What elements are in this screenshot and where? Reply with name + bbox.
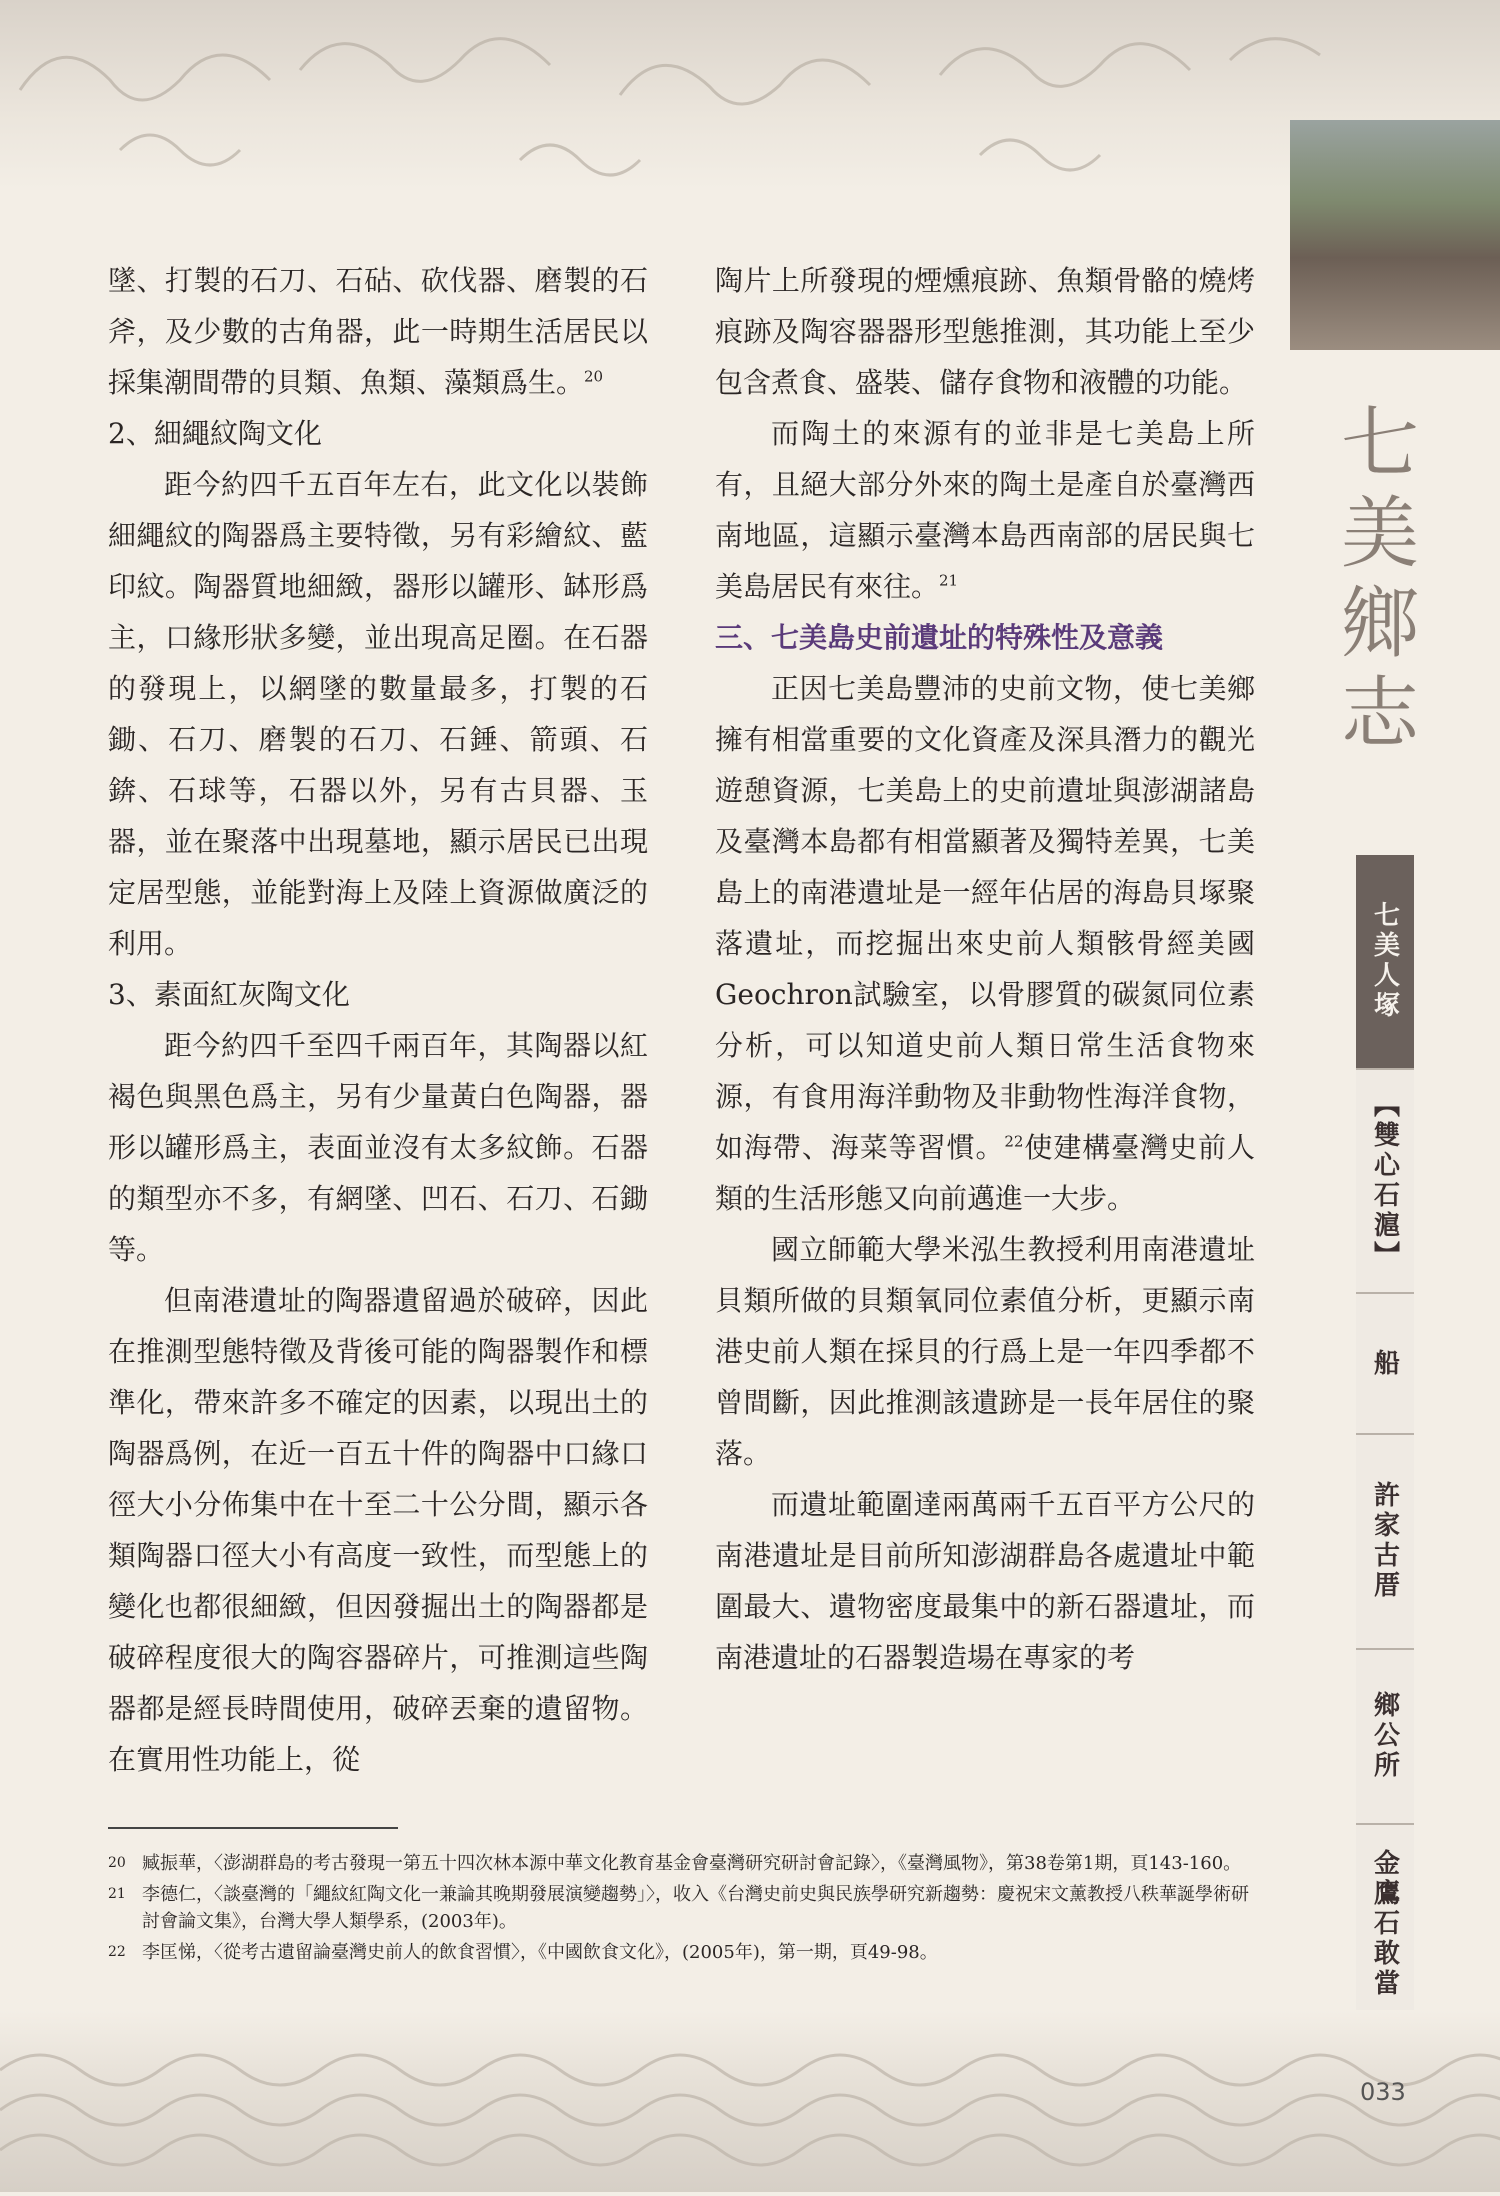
- page-number: 033: [1360, 2078, 1406, 2106]
- footnote-number: 21: [108, 1886, 126, 1902]
- bottom-wave-decoration: [0, 2010, 1500, 2192]
- paragraph: 陶片上所發現的煙燻痕跡、魚類骨骼的燒烤痕跡及陶容器器形型態推測，其功能上至少包含煮食、盛裝、儲存食物和液體的功能。: [715, 264, 1255, 399]
- paragraph: 而遺址範圍達兩萬兩千五百平方公尺的南港遺址是目前所知澎湖群島各處遺址中範圍最大、遺物密度最集中的新石器遺址，而南港遺址的石器製造場在專家的考: [715, 1488, 1255, 1674]
- footnote-number: 20: [108, 1855, 126, 1871]
- paragraph: 而陶土的來源有的並非是七美島上所有，且絕大部分外來的陶土是產自於臺灣西南地區，這顯示臺灣本島西南部的居民與七美島居民有來往。$^{21}$: [715, 417, 1255, 603]
- brand-calligraphy: [1325, 390, 1435, 770]
- brand-char-4: 志: [1340, 669, 1420, 759]
- paragraph: 國立師範大學米泓生教授利用南港遺址貝類所做的貝類氧同位素值分析，更顯示南港史前人類在採貝的行爲上是一年四季都不曾間斷，因此推測該遺跡是一長年居住的聚落。: [715, 1233, 1255, 1470]
- footnote-text: 李德仁，〈談臺灣的「繩紋紅陶文化一兼論其晚期發展演變趨勢」〉，收入《台灣史前史與民族學研究新趨勢：慶祝宋文薰教授八秩華誕學術研討會論文集》，台灣大學人類學系，(2003年)。: [142, 1884, 1249, 1932]
- side-tab-3[interactable]: [1356, 1294, 1414, 1435]
- side-tab-4[interactable]: [1356, 1435, 1414, 1650]
- footnote-ref[interactable]: 21: [939, 571, 959, 590]
- left-column: [108, 255, 648, 1785]
- side-tab-label: 鄉公所: [1369, 1691, 1400, 1782]
- paragraph: 但南港遺址的陶器遺留過於破碎，因此在推測型態特徵及背後可能的陶器製作和標準化，帶來許多不確定的因素，以現出土的陶器爲例，在近一百五十件的陶器中口緣口徑大小分佈集中在十至二十公分間，顯示各類陶器口徑大小有高度一致性，而型態上的變化也都很細緻，但因發掘出土的陶器都是破碎程度很大的陶容器碎片，可推測這些陶器都是經長時間使用，破碎丟棄的遺留物。在實用性功能上，從: [108, 1284, 648, 1776]
- paragraph: 距今約四千至四千兩百年，其陶器以紅褐色與黑色爲主，另有少量黃白色陶器，器形以罐形爲主，表面並沒有太多紋飾。石器的類型亦不多，有網墜、凹石、石刀、石鋤等。: [108, 1029, 648, 1266]
- footnote-divider: [108, 1827, 398, 1829]
- brand-char-3: 鄉: [1340, 579, 1420, 669]
- side-tab-6[interactable]: [1356, 1825, 1414, 2025]
- cloud-pattern-icon: [0, 0, 1500, 190]
- side-tab-2[interactable]: [1356, 1070, 1414, 1295]
- stone-wall-photo: [1290, 120, 1500, 350]
- brand-char-1: 七: [1340, 399, 1420, 489]
- side-navigation: [1356, 855, 1414, 2025]
- section-heading: 2、細繩紋陶文化: [108, 417, 322, 450]
- side-tab-5[interactable]: [1356, 1650, 1414, 1825]
- footnote-item: [108, 1939, 1258, 1966]
- side-tab-label: 船: [1369, 1348, 1400, 1379]
- section-heading: 3、素面紅灰陶文化: [108, 978, 350, 1011]
- side-tab-label: 【雙心石滬】: [1369, 1091, 1400, 1272]
- wave-pattern-icon: [0, 2010, 1500, 2192]
- side-tab-1[interactable]: [1356, 855, 1414, 1070]
- footnote-item: [108, 1881, 1258, 1935]
- right-column: [715, 255, 1255, 1683]
- footnotes: [108, 1850, 1258, 1970]
- section-heading: 三、七美島史前遺址的特殊性及意義: [715, 621, 1164, 654]
- footnote-ref[interactable]: 22: [1004, 1132, 1024, 1151]
- paragraph: 距今約四千五百年左右，此文化以裝飾細繩紋的陶器爲主要特徵，另有彩繪紋、藍印紋。陶器質地細緻，器形以罐形、缽形爲主，口緣形狀多變，並出現高足圈。在石器的發現上，以網墜的數量最多，打製的石鋤、石刀、磨製的石刀、石錘、箭頭、石錛、石球等，石器以外，另有古貝器、玉器，並在聚落中出現墓地，顯示居民已出現定居型態，並能對海上及陸上資源做廣泛的利用。: [108, 468, 648, 960]
- paragraph: 正因七美島豐沛的史前文物，使七美鄉擁有相當重要的文化資產及深具潛力的觀光遊憩資源，七美島上的史前遺址與澎湖諸島及臺灣本島都有相當顯著及獨特差異，七美島上的南港遺址是一經年佔居的海島貝塚聚落遺址，而挖掘出來史前人類骸骨經美國Geochron試驗室，以骨膠質的碳氮同位素分析，可以知道史前人類日常生活食物來源，有食用海洋動物及非動物性海洋食物，如海帶、海菜等習慣。$^{22}$使建構臺灣史前人類的生活形態又向前邁進一大步。: [715, 672, 1255, 1215]
- side-tab-label: 金鷹石敢當: [1369, 1849, 1400, 2000]
- footnote-text: 臧振華，〈澎湖群島的考古發現一第五十四次林本源中華文化教育基金會臺灣研究研討會記錄〉，《臺灣風物》，第38卷第1期，頁143-160。: [142, 1853, 1242, 1874]
- side-tab-label: 許家古厝: [1369, 1481, 1400, 1602]
- footnote-number: 22: [108, 1944, 126, 1960]
- footnote-item: [108, 1850, 1258, 1877]
- brand-title: [1325, 390, 1435, 770]
- top-cloud-decoration: [0, 0, 1500, 190]
- brand-char-2: 美: [1340, 489, 1420, 579]
- footnote-ref[interactable]: 20: [584, 367, 604, 386]
- paragraph: 墜、打製的石刀、石砧、砍伐器、磨製的石斧，及少數的古角器，此一時期生活居民以採集潮間帶的貝類、魚類、藻類爲生。$^{20}$: [108, 264, 648, 399]
- footnote-text: 李匡悌，〈從考古遺留論臺灣史前人的飲食習慣〉，《中國飲食文化》，(2005年)，第一期，頁49-98。: [142, 1942, 938, 1963]
- side-tab-label: 七美人塚: [1369, 901, 1400, 1022]
